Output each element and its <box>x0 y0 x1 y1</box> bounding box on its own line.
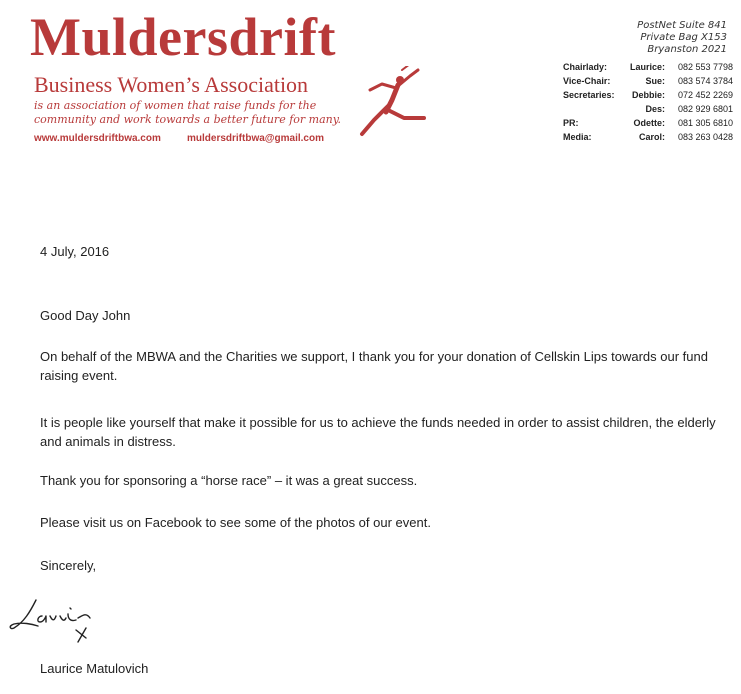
contact-phone: 081 305 6810 <box>677 118 733 128</box>
dancer-figure-icon <box>352 66 432 140</box>
salutation: Good Day John <box>40 308 131 323</box>
contact-role: Chairlady: <box>563 62 608 72</box>
contact-name: Sue: <box>645 76 665 86</box>
address-line: Bryanston 2021 <box>647 44 727 55</box>
contact-role <box>563 102 623 116</box>
contact-name: Debbie: <box>631 90 665 100</box>
contact-row <box>563 102 733 116</box>
contact-phone: 083 263 0428 <box>677 132 733 142</box>
address-line: PostNet Suite 841 <box>637 20 727 31</box>
contact-role: Secretaries: <box>563 90 615 100</box>
body-paragraph: On behalf of the MBWA and the Charities we support, I thank you for your donation of Cellskin Lips towards our fund raising event. <box>40 349 708 383</box>
body-paragraph: Thank you for sponsoring a “horse race” – it was a great success. <box>40 473 418 488</box>
contact-name: Des: <box>645 104 665 114</box>
contacts-table <box>563 60 733 144</box>
contact-phone: 082 929 6801 <box>677 104 733 114</box>
contact-name: Laurice: <box>629 62 665 72</box>
contact-role: PR: <box>563 118 579 128</box>
signer-name: Laurice Matulovich <box>40 661 149 676</box>
email-link[interactable]: muldersdriftbwa@gmail.com <box>187 133 324 144</box>
contact-name: Odette: <box>633 118 665 128</box>
contact-row <box>563 60 733 74</box>
contact-row <box>563 130 733 144</box>
contact-row <box>563 74 733 88</box>
address-line: Private Bag X153 <box>640 32 727 43</box>
contact-row <box>563 88 733 102</box>
org-tagline: is an association of women that raise funds for the community and work towards a better future for many. <box>34 99 341 126</box>
contact-name: Carol: <box>638 132 665 142</box>
org-name: Muldersdrift <box>30 7 336 67</box>
website-link[interactable]: www.muldersdriftbwa.com <box>34 133 161 144</box>
org-subtitle: Business Women’s Association <box>34 72 309 97</box>
contact-role: Vice-Chair: <box>563 76 611 86</box>
handwritten-signature <box>6 590 126 650</box>
body-paragraph: It is people like yourself that make it possible for us to achieve the funds needed in order to assist children, the elderly and animals in distress. <box>40 415 716 449</box>
closing: Sincerely, <box>40 558 97 573</box>
contact-phone: 083 574 3784 <box>677 76 733 86</box>
contact-role: Media: <box>563 132 592 142</box>
contact-row <box>563 116 733 130</box>
contact-phone: 072 452 2269 <box>677 90 733 100</box>
contact-phone: 082 553 7798 <box>677 62 733 72</box>
body-paragraph: Please visit us on Facebook to see some of the photos of our event. <box>40 515 431 530</box>
postal-address <box>637 20 727 56</box>
letter-date: 4 July, 2016 <box>40 244 110 259</box>
